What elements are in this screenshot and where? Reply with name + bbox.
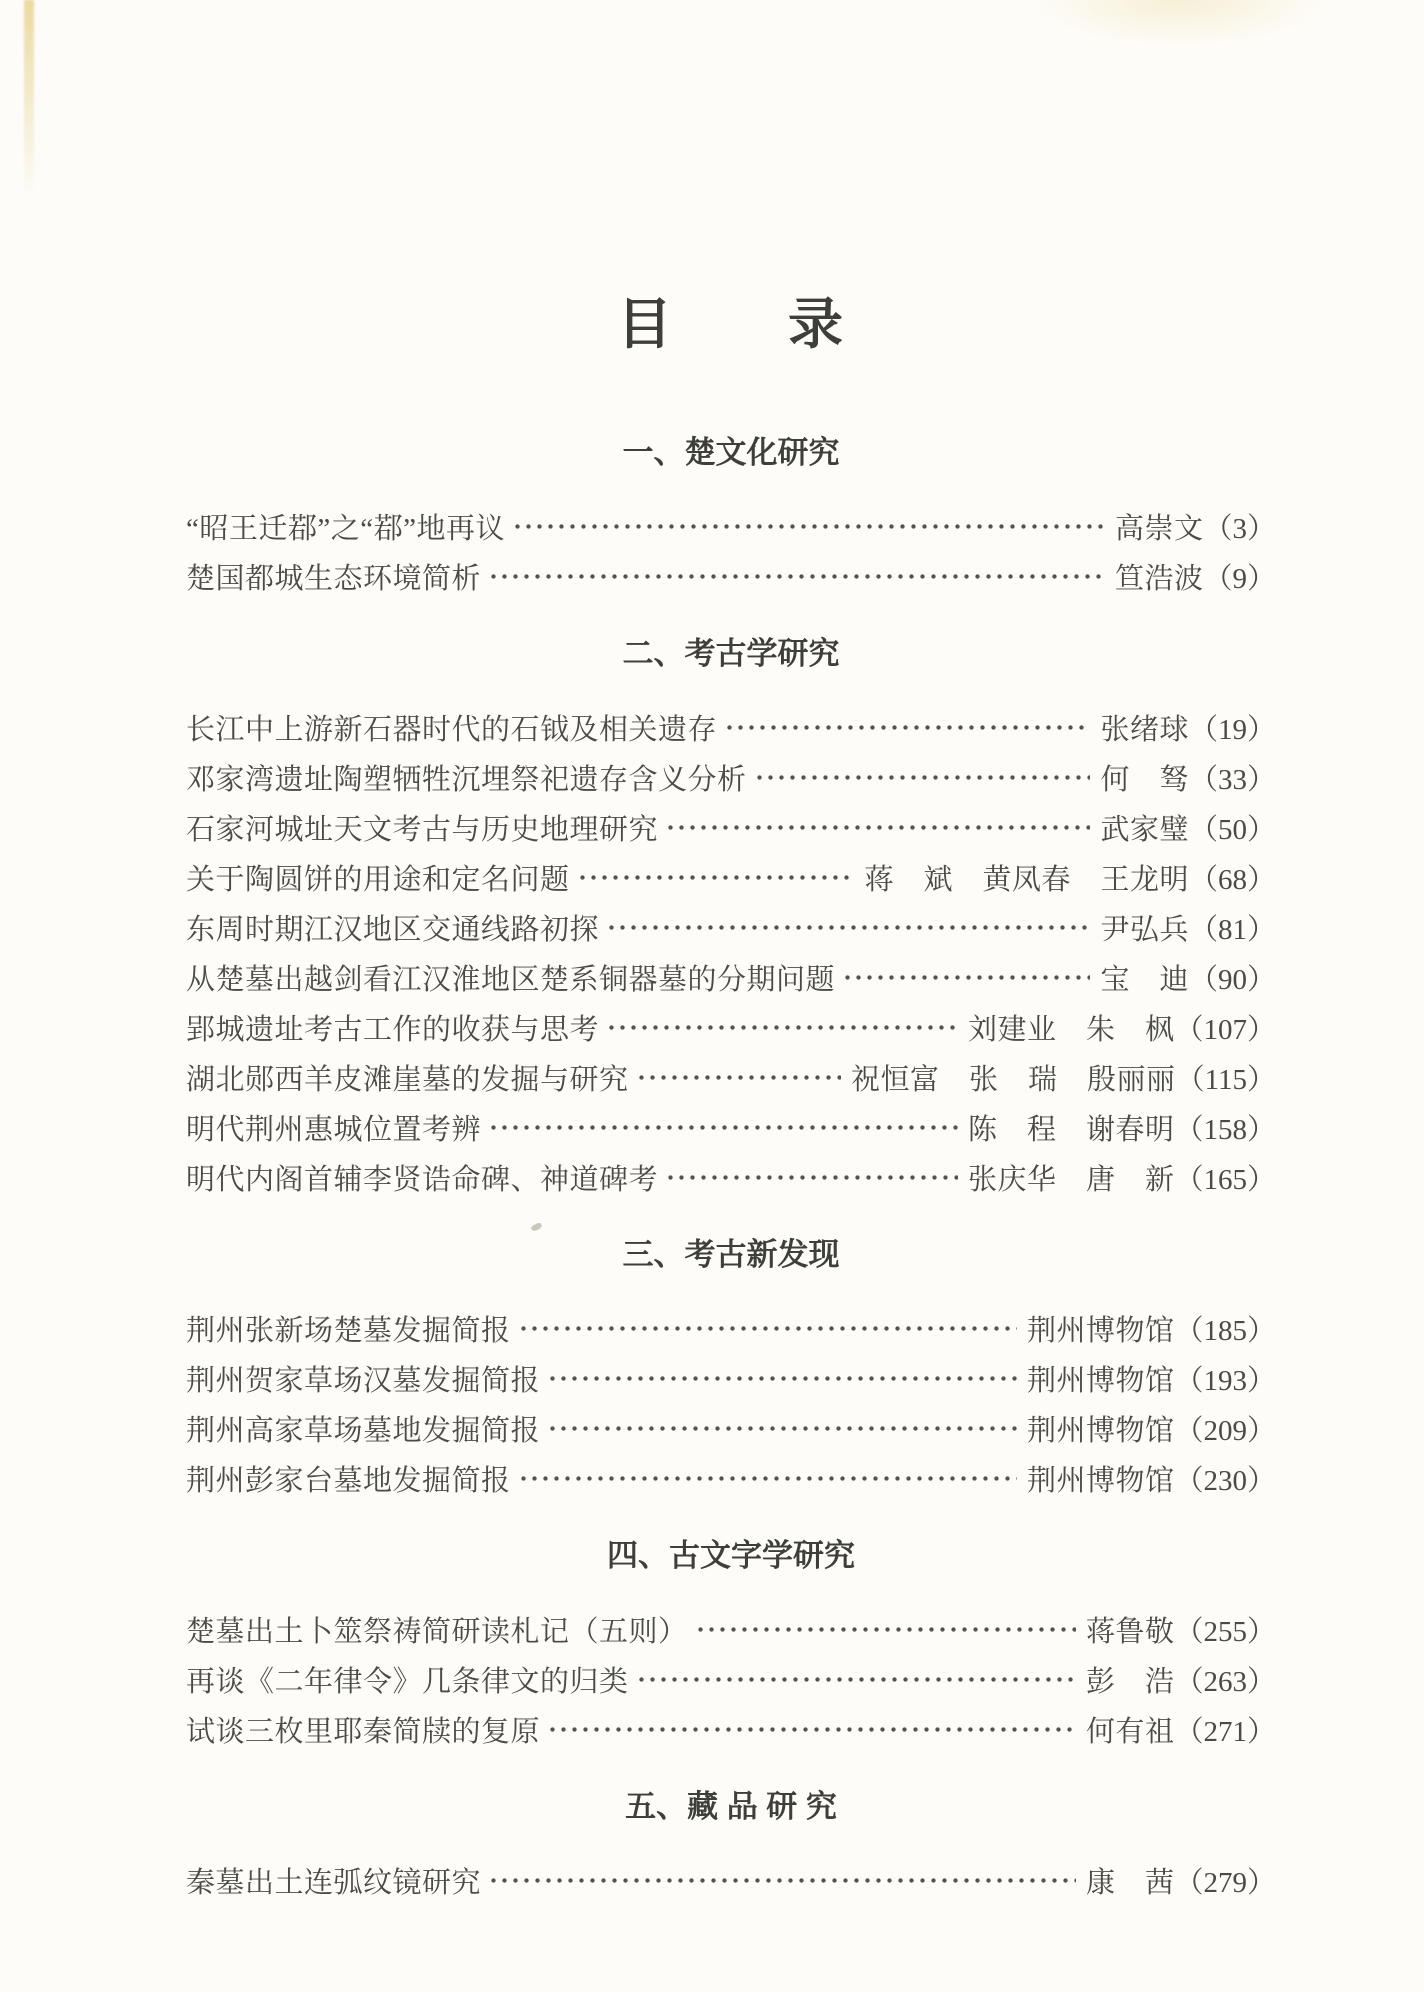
section-entries (186, 1855, 1276, 1905)
entry-title: 从楚墓出越剑看江汉淮地区楚系铜器墓的分期问题 (186, 963, 836, 996)
entry-authors: 祝恒富 张 瑞 殷丽丽 (851, 1063, 1176, 1096)
toc-section (186, 432, 1276, 601)
entry-page: （81） (1188, 913, 1276, 946)
toc-sections (186, 432, 1276, 1905)
entry-title: 郢城遗址考古工作的收获与思考 (186, 1013, 600, 1046)
toc-entry (186, 1102, 1276, 1152)
entry-authors: 荆州博物馆 (1026, 1364, 1175, 1397)
entry-page: （185） (1174, 1314, 1276, 1347)
entry-title: 明代荆州惠城位置考辨 (186, 1113, 482, 1146)
toc-entry (186, 1855, 1276, 1905)
entry-page: （107） (1174, 1013, 1276, 1046)
toc-entry (186, 752, 1276, 802)
toc-entry (186, 1303, 1276, 1353)
entry-authors: 蒋 斌 黄凤春 王龙明 (864, 863, 1189, 896)
entry-authors: 刘建业 朱 枫 (967, 1013, 1175, 1046)
entry-page: （19） (1188, 713, 1276, 746)
leader-dots (488, 1866, 1076, 1895)
leader-dots (547, 1715, 1076, 1744)
entry-authors: 笪浩波 (1114, 562, 1204, 595)
entry-authors: 荆州博物馆 (1026, 1414, 1175, 1447)
leader-dots (488, 1113, 958, 1142)
entry-title: 东周时期江汉地区交通线路初探 (186, 913, 600, 946)
entry-page: （279） (1174, 1866, 1276, 1899)
toc-entry (186, 1002, 1276, 1052)
leader-dots (577, 863, 855, 892)
entry-authors: 荆州博物馆 (1026, 1314, 1175, 1347)
entry-page: （158） (1174, 1113, 1276, 1146)
leader-dots (518, 1314, 1017, 1343)
entry-page: （209） (1174, 1414, 1276, 1447)
toc-section (186, 633, 1276, 1202)
section-entries (186, 1303, 1276, 1503)
scan-edge-artifact (24, 0, 34, 195)
entry-authors: 宝 迪 (1100, 963, 1189, 996)
toc-entry (186, 551, 1276, 601)
entry-title: 明代内阁首辅李贤诰命碑、神道碑考 (186, 1163, 659, 1196)
toc-entry (186, 902, 1276, 952)
entry-title: 荆州贺家草场汉墓发掘简报 (186, 1364, 541, 1397)
entry-title: “昭王迁鄀”之“鄀”地再议 (186, 512, 505, 545)
leader-dots (518, 1464, 1017, 1493)
toc-entry (186, 1353, 1276, 1403)
leader-dots (606, 913, 1090, 942)
entry-title: 试谈三枚里耶秦简牍的复原 (186, 1715, 541, 1748)
toc-section (186, 1786, 1276, 1905)
toc-section (186, 1234, 1276, 1503)
leader-dots (547, 1364, 1017, 1393)
page-title: 目 录 (616, 294, 845, 355)
toc-entry (186, 1403, 1276, 1453)
entry-page: （115） (1175, 1063, 1276, 1096)
entry-page: （9） (1203, 562, 1276, 595)
section-heading: 五、藏 品 研 究 (625, 1789, 837, 1824)
leader-dots (754, 763, 1091, 792)
leader-dots (665, 1163, 958, 1192)
entry-title: 楚墓出土卜筮祭祷简研读札记（五则） (186, 1615, 688, 1648)
entry-authors: 何 驽 (1100, 763, 1189, 796)
leader-dots (842, 963, 1090, 992)
entry-authors: 彭 浩 (1085, 1665, 1175, 1698)
section-heading: 二、考古学研究 (622, 636, 840, 671)
entry-page: （193） (1174, 1364, 1276, 1397)
entry-title: 荆州高家草场墓地发掘简报 (186, 1414, 541, 1447)
section-heading: 三、考古新发现 (622, 1237, 840, 1272)
section-entries (186, 1604, 1276, 1754)
leader-dots (695, 1615, 1076, 1644)
entry-page: （255） (1174, 1615, 1276, 1648)
entry-title: 秦墓出土连弧纹镜研究 (186, 1866, 482, 1899)
entry-page: （33） (1188, 763, 1276, 796)
entry-title: 关于陶圆饼的用途和定名问题 (186, 863, 570, 896)
entry-authors: 高崇文 (1114, 512, 1204, 545)
toc-section (186, 1535, 1276, 1754)
entry-title: 湖北郧西羊皮滩崖墓的发掘与研究 (186, 1063, 629, 1096)
entry-page: （271） (1174, 1715, 1276, 1748)
section-entries (186, 501, 1276, 601)
leader-dots (636, 1063, 842, 1092)
leader-dots (665, 813, 1090, 842)
entry-authors: 荆州博物馆 (1026, 1464, 1175, 1497)
entry-page: （230） (1174, 1464, 1276, 1497)
entry-title: 长江中上游新石器时代的石钺及相关遗存 (186, 713, 718, 746)
entry-page: （50） (1188, 813, 1276, 846)
toc-entry (186, 1704, 1276, 1754)
entry-page: （165） (1174, 1163, 1276, 1196)
entry-title: 再谈《二年律令》几条律文的归类 (186, 1665, 629, 1698)
entry-page: （68） (1188, 863, 1276, 896)
entry-title: 邓家湾遗址陶塑牺牲沉埋祭祀遗存含义分析 (186, 763, 747, 796)
toc-entry (186, 952, 1276, 1002)
toc-entry (186, 1654, 1276, 1704)
entry-title: 荆州张新场楚墓发掘简报 (186, 1314, 511, 1347)
entry-title: 楚国都城生态环境简析 (186, 562, 482, 595)
section-heading: 四、古文字学研究 (607, 1538, 855, 1573)
toc-entry (186, 852, 1276, 902)
entry-authors: 张绪球 (1100, 713, 1189, 746)
leader-dots (547, 1414, 1017, 1443)
toc-entry (186, 702, 1276, 752)
leader-dots (606, 1013, 958, 1042)
entry-authors: 蒋鲁敬 (1085, 1615, 1175, 1648)
section-heading: 一、楚文化研究 (622, 435, 840, 470)
entry-authors: 张庆华 唐 新 (967, 1163, 1175, 1196)
toc-entry (186, 802, 1276, 852)
toc-entry (186, 1453, 1276, 1503)
toc-entry (186, 1152, 1276, 1202)
leader-dots (512, 512, 1105, 541)
leader-dots (636, 1665, 1076, 1694)
entry-title: 荆州彭家台墓地发掘简报 (186, 1464, 511, 1497)
leader-dots (724, 713, 1090, 742)
entry-page: （3） (1203, 512, 1276, 545)
entry-title: 石家河城址天文考古与历史地理研究 (186, 813, 659, 846)
entry-page: （90） (1188, 963, 1276, 996)
toc-entry (186, 1604, 1276, 1654)
entry-authors: 尹弘兵 (1100, 913, 1189, 946)
toc-entry (186, 501, 1276, 551)
toc-entry (186, 1052, 1276, 1102)
entry-page: （263） (1174, 1665, 1276, 1698)
entry-authors: 武家璧 (1100, 813, 1189, 846)
entry-authors: 陈 程 谢春明 (967, 1113, 1175, 1146)
leader-dots (488, 562, 1105, 591)
entry-authors: 康 茜 (1085, 1866, 1175, 1899)
entry-authors: 何有祖 (1085, 1715, 1175, 1748)
scan-corner-artifact (1029, 0, 1329, 48)
section-entries (186, 702, 1276, 1202)
